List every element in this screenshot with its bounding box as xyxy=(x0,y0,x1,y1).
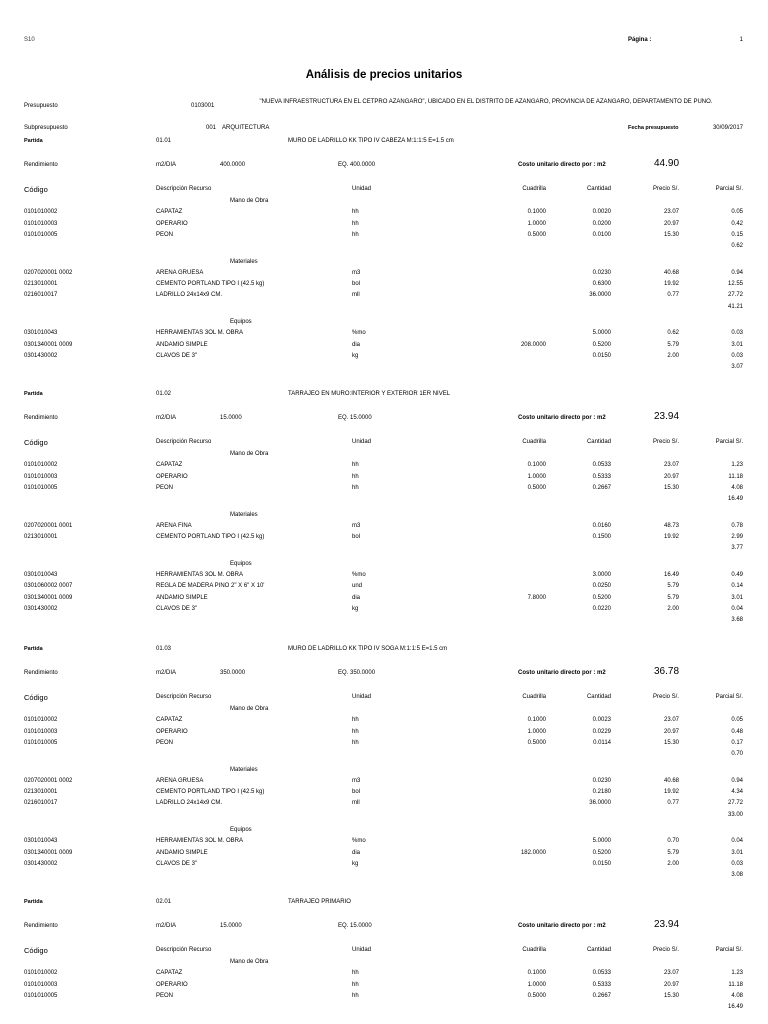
budget-code: 0103001 xyxy=(191,103,215,109)
rendimiento-value: 15.0000 xyxy=(220,415,242,421)
row-cuadrilla: 7.8000 xyxy=(527,594,546,601)
row-parcial: 0.17 xyxy=(731,739,743,746)
date-label: Fecha presupuesto xyxy=(628,125,679,131)
budget-label: Presupuesto xyxy=(24,103,58,109)
row-parcial: 0.03 xyxy=(731,330,743,337)
col-precio: Precio S/. xyxy=(652,694,679,700)
row-code: 0101010003 xyxy=(24,473,58,480)
row-unit: hh xyxy=(352,992,359,999)
row-description: ARENA GRUESA xyxy=(156,777,204,784)
row-unit: hh xyxy=(352,484,359,491)
row-code: 0301340001 0009 xyxy=(24,594,73,601)
rendimiento-label: Rendimiento xyxy=(24,670,58,676)
row-precio: 0.70 xyxy=(667,838,679,845)
col-parcial: Parcial S/. xyxy=(715,694,743,700)
partida-name: TARRAJEO EN MURO:INTERIOR Y EXTERIOR 1ER NIVEL xyxy=(288,391,451,397)
row-unit: hh xyxy=(352,231,359,238)
row-parcial: 0.05 xyxy=(731,209,743,216)
row-parcial: 3.01 xyxy=(731,849,743,856)
group-subtotal: 16.49 xyxy=(727,496,743,503)
row-parcial: 4.08 xyxy=(731,992,743,999)
row-cantidad: 36.0000 xyxy=(589,800,611,807)
row-cantidad: 0.2667 xyxy=(592,992,611,999)
row-description: ARENA FINA xyxy=(156,522,192,529)
row-cuadrilla: 0.1000 xyxy=(527,970,546,977)
row-description: CEMENTO PORTLAND TIPO I (42.5 kg) xyxy=(156,534,265,541)
row-cantidad: 0.0533 xyxy=(592,462,611,469)
row-precio: 5.79 xyxy=(667,594,679,601)
row-code: 0301340001 0009 xyxy=(24,849,73,856)
row-unit: dia xyxy=(352,594,361,601)
row-unit: dia xyxy=(352,849,361,856)
partida-code: 01.02 xyxy=(156,391,172,397)
row-precio: 23.07 xyxy=(663,462,679,469)
row-unit: dia xyxy=(352,341,361,348)
group-subtotal: 41.21 xyxy=(727,303,743,310)
row-cantidad: 0.1500 xyxy=(592,534,611,541)
row-parcial: 3.01 xyxy=(731,341,743,348)
row-unit: m3 xyxy=(352,269,361,276)
eq-value: EQ. 350.0000 xyxy=(338,670,376,676)
row-description: PEON xyxy=(156,484,174,491)
group-subtotal: 33.00 xyxy=(727,811,743,818)
row-code: 0213010001 xyxy=(24,534,58,541)
row-unit: bol xyxy=(352,281,361,288)
row-cuadrilla: 1.0000 xyxy=(527,728,546,735)
rendimiento-unit: m2/DIA xyxy=(156,162,177,168)
partida-name: MURO DE LADRILLO KK TIPO IV CABEZA M:1:1:5 E=1.5 cm xyxy=(288,138,454,144)
row-precio: 23.07 xyxy=(663,970,679,977)
group-subtotal: 3.68 xyxy=(731,617,743,624)
col-parcial: Parcial S/. xyxy=(715,439,743,445)
row-parcial: 0.49 xyxy=(731,572,743,578)
group-title: Materiales xyxy=(230,258,258,265)
row-precio: 5.79 xyxy=(667,341,679,348)
row-cantidad: 3.0000 xyxy=(592,572,611,578)
row-parcial: 0.14 xyxy=(731,583,743,590)
row-precio: 20.97 xyxy=(663,220,679,227)
col-cuadrilla: Cuadrilla xyxy=(522,186,546,192)
group-title: Equipos xyxy=(230,319,252,325)
row-description: CAPATAZ xyxy=(156,209,183,216)
row-cantidad: 0.2180 xyxy=(592,789,611,796)
unit-cost: 23.94 xyxy=(654,411,680,422)
row-description: CAPATAZ xyxy=(156,462,183,469)
col-cantidad: Cantidad xyxy=(586,439,611,445)
row-cantidad: 0.5200 xyxy=(592,849,611,856)
row-code: 0301430002 xyxy=(24,605,58,612)
col-cuadrilla: Cuadrilla xyxy=(522,947,546,953)
partida-name: MURO DE LADRILLO KK TIPO IV SOGA M:1:1:5 E=1.5 cm xyxy=(288,646,448,652)
col-descripcion: Descripción Recurso xyxy=(156,439,212,445)
row-unit: hh xyxy=(352,220,359,227)
row-description: CEMENTO PORTLAND TIPO I (42.5 kg) xyxy=(156,281,265,288)
group-title: Materiales xyxy=(230,766,258,773)
row-precio: 48.73 xyxy=(663,522,679,529)
row-description: CAPATAZ xyxy=(156,970,183,977)
row-unit: und xyxy=(352,583,363,590)
row-parcial: 0.15 xyxy=(731,231,743,238)
row-code: 0101010005 xyxy=(24,484,58,491)
col-parcial: Parcial S/. xyxy=(715,947,743,953)
col-codigo: Código xyxy=(24,438,48,447)
row-code: 0101010005 xyxy=(24,739,58,746)
row-cuadrilla: 0.5000 xyxy=(527,739,546,746)
row-description: ARENA GRUESA xyxy=(156,269,204,276)
row-cantidad: 0.0160 xyxy=(592,522,611,529)
row-precio: 0.77 xyxy=(667,800,679,807)
row-precio: 2.00 xyxy=(667,352,679,359)
row-code: 0301060002 0007 xyxy=(24,583,73,590)
unit-cost: 44.90 xyxy=(654,158,680,169)
row-description: CAPATAZ xyxy=(156,717,183,724)
row-cantidad: 0.6300 xyxy=(592,281,611,288)
rendimiento-value: 350.0000 xyxy=(220,670,246,676)
row-unit: hh xyxy=(352,209,359,216)
row-code: 0216010017 xyxy=(24,292,58,299)
rendimiento-unit: m2/DIA xyxy=(156,923,177,929)
row-precio: 20.97 xyxy=(663,728,679,735)
row-parcial: 0.78 xyxy=(731,522,743,529)
row-unit: hh xyxy=(352,462,359,469)
col-precio: Precio S/. xyxy=(652,439,679,445)
row-cantidad: 5.0000 xyxy=(592,838,611,845)
page-label: Página : xyxy=(628,37,652,43)
rendimiento-label: Rendimiento xyxy=(24,923,58,929)
row-code: 0301010043 xyxy=(24,572,58,578)
row-cuadrilla: 182.0000 xyxy=(520,849,546,856)
col-cuadrilla: Cuadrilla xyxy=(522,439,546,445)
row-description: PEON xyxy=(156,739,174,746)
row-precio: 19.92 xyxy=(663,534,679,541)
row-unit: bol xyxy=(352,534,361,541)
row-description: HERRAMIENTAS 3OL M. OBRA xyxy=(156,572,244,578)
row-precio: 19.92 xyxy=(663,281,679,288)
row-cantidad: 0.0023 xyxy=(592,717,611,724)
row-cantidad: 0.0220 xyxy=(592,605,611,612)
row-cantidad: 0.0533 xyxy=(592,970,611,977)
row-precio: 15.30 xyxy=(663,231,679,238)
cost-label: Costo unitario directo por : m2 xyxy=(518,670,606,676)
row-cantidad: 0.0100 xyxy=(592,231,611,238)
subbudget-code: 001 xyxy=(206,125,217,131)
row-cantidad: 0.5333 xyxy=(592,473,611,480)
col-descripcion: Descripción Recurso xyxy=(156,947,212,953)
group-title: Mano de Obra xyxy=(230,451,269,457)
row-description: CLAVOS DE 3" xyxy=(156,352,198,359)
row-cuadrilla: 1.0000 xyxy=(527,220,546,227)
row-cantidad: 0.0250 xyxy=(592,583,611,590)
eq-value: EQ. 15.0000 xyxy=(338,923,372,929)
row-unit: mll xyxy=(352,800,360,807)
row-parcial: 2.99 xyxy=(731,534,743,541)
group-subtotal: 0.62 xyxy=(731,243,743,250)
row-description: OPERARIO xyxy=(156,473,188,480)
cost-label: Costo unitario directo por : m2 xyxy=(518,415,606,421)
row-precio: 5.79 xyxy=(667,583,679,590)
row-unit: hh xyxy=(352,981,359,988)
row-parcial: 4.08 xyxy=(731,484,743,491)
row-cuadrilla: 0.1000 xyxy=(527,717,546,724)
col-codigo: Código xyxy=(24,946,48,955)
col-descripcion: Descripción Recurso xyxy=(156,694,212,700)
row-precio: 15.30 xyxy=(663,992,679,999)
row-parcial: 0.03 xyxy=(731,352,743,359)
row-code: 0213010001 xyxy=(24,281,58,288)
row-code: 0213010001 xyxy=(24,789,58,796)
partida-label: Partida xyxy=(24,391,43,397)
row-code: 0301010043 xyxy=(24,330,58,337)
row-unit: %mo xyxy=(352,330,366,337)
row-description: CEMENTO PORTLAND TIPO I (42.5 kg) xyxy=(156,789,265,796)
cost-label: Costo unitario directo por : m2 xyxy=(518,162,606,168)
rendimiento-unit: m2/DIA xyxy=(156,415,177,421)
row-precio: 40.68 xyxy=(663,777,679,784)
row-precio: 16.49 xyxy=(663,572,679,578)
row-unit: hh xyxy=(352,970,359,977)
row-cantidad: 0.0020 xyxy=(592,209,611,216)
group-title: Equipos xyxy=(230,560,252,567)
rendimiento-label: Rendimiento xyxy=(24,162,58,168)
row-precio: 2.00 xyxy=(667,605,679,612)
row-code: 0101010002 xyxy=(24,209,58,216)
row-description: OPERARIO xyxy=(156,981,188,988)
row-code: 0101010002 xyxy=(24,717,58,724)
row-parcial: 11.18 xyxy=(728,473,743,480)
row-cantidad: 0.0230 xyxy=(592,777,611,784)
row-precio: 15.30 xyxy=(663,484,679,491)
group-title: Mano de Obra xyxy=(230,706,269,712)
row-description: PEON xyxy=(156,992,174,999)
row-unit: kg xyxy=(352,352,359,359)
row-parcial: 0.04 xyxy=(731,838,743,845)
row-code: 0101010002 xyxy=(24,462,58,469)
row-precio: 23.07 xyxy=(663,209,679,216)
row-precio: 0.77 xyxy=(667,292,679,299)
row-description: OPERARIO xyxy=(156,728,188,735)
col-cuadrilla: Cuadrilla xyxy=(522,694,546,700)
row-cantidad: 36.0000 xyxy=(589,292,611,299)
row-description: ANDAMIO SIMPLE xyxy=(156,849,208,856)
subbudget-label: Subpresupuesto xyxy=(24,125,68,131)
rendimiento-value: 400.0000 xyxy=(220,162,246,168)
row-code: 0101010005 xyxy=(24,992,58,999)
row-parcial: 1.23 xyxy=(731,970,743,977)
row-parcial: 0.94 xyxy=(731,269,743,276)
row-unit: %mo xyxy=(352,838,366,845)
row-code: 0301430002 xyxy=(24,860,58,867)
col-unidad: Unidad xyxy=(352,439,372,445)
row-cantidad: 0.2667 xyxy=(592,484,611,491)
row-parcial: 0.04 xyxy=(731,605,743,612)
row-precio: 2.00 xyxy=(667,860,679,867)
subbudget-name: ARQUITECTURA xyxy=(222,125,270,131)
row-code: 0207020001 0002 xyxy=(24,269,73,276)
col-cantidad: Cantidad xyxy=(586,186,611,192)
partida-name: TARRAJEO PRIMARIO xyxy=(288,899,351,905)
row-parcial: 0.03 xyxy=(731,860,743,867)
row-cantidad: 0.0150 xyxy=(592,860,611,867)
row-parcial: 4.34 xyxy=(731,789,743,796)
row-code: 0101010003 xyxy=(24,220,58,227)
row-parcial: 0.94 xyxy=(731,777,743,784)
row-precio: 20.97 xyxy=(663,981,679,988)
partida-label: Partida xyxy=(24,899,43,905)
budget-date: 30/09/2017 xyxy=(712,125,743,131)
row-cantidad: 0.0200 xyxy=(592,220,611,227)
row-cuadrilla: 0.5000 xyxy=(527,484,546,491)
row-code: 0101010003 xyxy=(24,728,58,735)
row-precio: 15.30 xyxy=(663,739,679,746)
row-parcial: 0.05 xyxy=(731,717,743,724)
row-precio: 5.79 xyxy=(667,849,679,856)
row-unit: hh xyxy=(352,739,359,746)
col-unidad: Unidad xyxy=(352,186,372,192)
row-cantidad: 0.5333 xyxy=(592,981,611,988)
row-description: HERRAMIENTAS 3OL M. OBRA xyxy=(156,330,244,337)
row-parcial: 3.01 xyxy=(731,594,743,601)
row-precio: 0.62 xyxy=(667,330,679,337)
partida-label: Partida xyxy=(24,646,43,652)
row-unit: hh xyxy=(352,728,359,735)
row-code: 0216010017 xyxy=(24,800,58,807)
cost-label: Costo unitario directo por : m2 xyxy=(518,923,606,929)
row-description: PEON xyxy=(156,231,174,238)
group-title: Mano de Obra xyxy=(230,198,269,204)
unit-cost: 36.78 xyxy=(654,666,680,677)
row-cuadrilla: 0.5000 xyxy=(527,992,546,999)
row-precio: 20.97 xyxy=(663,473,679,480)
row-code: 0101010002 xyxy=(24,970,58,977)
row-unit: mll xyxy=(352,292,360,299)
col-precio: Precio S/. xyxy=(652,186,679,192)
row-code: 0301430002 xyxy=(24,352,58,359)
partida-code: 02.01 xyxy=(156,899,172,905)
row-code: 0301340001 0009 xyxy=(24,341,73,348)
eq-value: EQ. 400.0000 xyxy=(338,162,376,168)
row-description: CLAVOS DE 3" xyxy=(156,860,198,867)
row-cuadrilla: 0.5000 xyxy=(527,231,546,238)
row-parcial: 0.48 xyxy=(731,728,743,735)
row-unit: %mo xyxy=(352,572,366,578)
row-parcial: 1.23 xyxy=(731,462,743,469)
unit-cost: 23.94 xyxy=(654,919,680,930)
row-parcial: 27.72 xyxy=(727,800,743,807)
col-precio: Precio S/. xyxy=(652,947,679,953)
group-title: Equipos xyxy=(230,827,252,833)
report-code: S10 xyxy=(24,37,35,43)
rendimiento-value: 15.0000 xyxy=(220,923,242,929)
partida-code: 01.03 xyxy=(156,646,172,652)
col-cantidad: Cantidad xyxy=(586,947,611,953)
group-title: Mano de Obra xyxy=(230,959,269,965)
col-cantidad: Cantidad xyxy=(586,694,611,700)
col-unidad: Unidad xyxy=(352,947,372,953)
row-cuadrilla: 0.1000 xyxy=(527,209,546,216)
row-unit: kg xyxy=(352,860,359,867)
group-subtotal: 3.07 xyxy=(731,364,743,371)
row-cantidad: 0.5200 xyxy=(592,341,611,348)
row-description: ANDAMIO SIMPLE xyxy=(156,341,208,348)
row-unit: m3 xyxy=(352,522,361,529)
row-unit: m3 xyxy=(352,777,361,784)
row-precio: 19.92 xyxy=(663,789,679,796)
col-descripcion: Descripción Recurso xyxy=(156,186,212,192)
row-cantidad: 0.0230 xyxy=(592,269,611,276)
rendimiento-unit: m2/DIA xyxy=(156,670,177,676)
group-subtotal: 0.70 xyxy=(731,751,743,758)
group-title: Materiales xyxy=(230,511,258,518)
row-parcial: 27.72 xyxy=(727,292,743,299)
row-precio: 23.07 xyxy=(663,717,679,724)
row-code: 0101010003 xyxy=(24,981,58,988)
row-description: LADRILLO 24x14x9 CM. xyxy=(156,800,223,807)
row-code: 0101010005 xyxy=(24,231,58,238)
row-cuadrilla: 1.0000 xyxy=(527,473,546,480)
row-description: OPERARIO xyxy=(156,220,188,227)
row-code: 0207020001 0001 xyxy=(24,522,73,529)
col-parcial: Parcial S/. xyxy=(715,186,743,192)
group-subtotal: 16.49 xyxy=(727,1004,743,1011)
budget-description: "NUEVA INFRAESTRUCTURA EN EL CETPRO AZANGARO", UBICADO EN EL DISTRITO DE AZANGARO, PROVINCIA DE AZANGARO, DEPARTAMENTO DE PUNO. xyxy=(259,99,713,105)
partida-code: 01.01 xyxy=(156,138,172,144)
rendimiento-label: Rendimiento xyxy=(24,415,58,421)
row-description: LADRILLO 24x14x9 CM. xyxy=(156,292,223,299)
row-parcial: 11.18 xyxy=(728,981,743,988)
row-cuadrilla: 0.1000 xyxy=(527,462,546,469)
row-description: ANDAMIO SIMPLE xyxy=(156,594,208,601)
row-code: 0301010043 xyxy=(24,838,58,845)
row-description: REGLA DE MADERA PINO 2" X 6" X 10' xyxy=(156,583,265,590)
eq-value: EQ. 15.0000 xyxy=(338,415,372,421)
row-cantidad: 5.0000 xyxy=(592,330,611,337)
row-unit: hh xyxy=(352,473,359,480)
row-cantidad: 0.0114 xyxy=(593,739,611,746)
col-unidad: Unidad xyxy=(352,694,372,700)
row-description: CLAVOS DE 3" xyxy=(156,605,198,612)
row-unit: hh xyxy=(352,717,359,724)
row-code: 0207020001 0002 xyxy=(24,777,73,784)
col-codigo: Código xyxy=(24,185,48,194)
group-subtotal: 3.77 xyxy=(731,545,743,552)
row-unit: bol xyxy=(352,789,361,796)
row-precio: 40.68 xyxy=(663,269,679,276)
row-unit: kg xyxy=(352,605,359,612)
row-cantidad: 0.0229 xyxy=(592,728,611,735)
page-number: 1 xyxy=(739,37,743,43)
row-parcial: 0.42 xyxy=(731,220,743,227)
page-title: Análisis de precios unitarios xyxy=(305,69,463,81)
col-codigo: Código xyxy=(24,693,48,702)
partida-label: Partida xyxy=(24,138,43,144)
row-cantidad: 0.5200 xyxy=(592,594,611,601)
row-parcial: 12.55 xyxy=(727,281,743,288)
row-cuadrilla: 1.0000 xyxy=(527,981,546,988)
row-cuadrilla: 208.0000 xyxy=(520,341,546,348)
row-description: HERRAMIENTAS 3OL M. OBRA xyxy=(156,838,244,845)
row-cantidad: 0.0150 xyxy=(592,352,611,359)
group-subtotal: 3.08 xyxy=(731,872,743,879)
